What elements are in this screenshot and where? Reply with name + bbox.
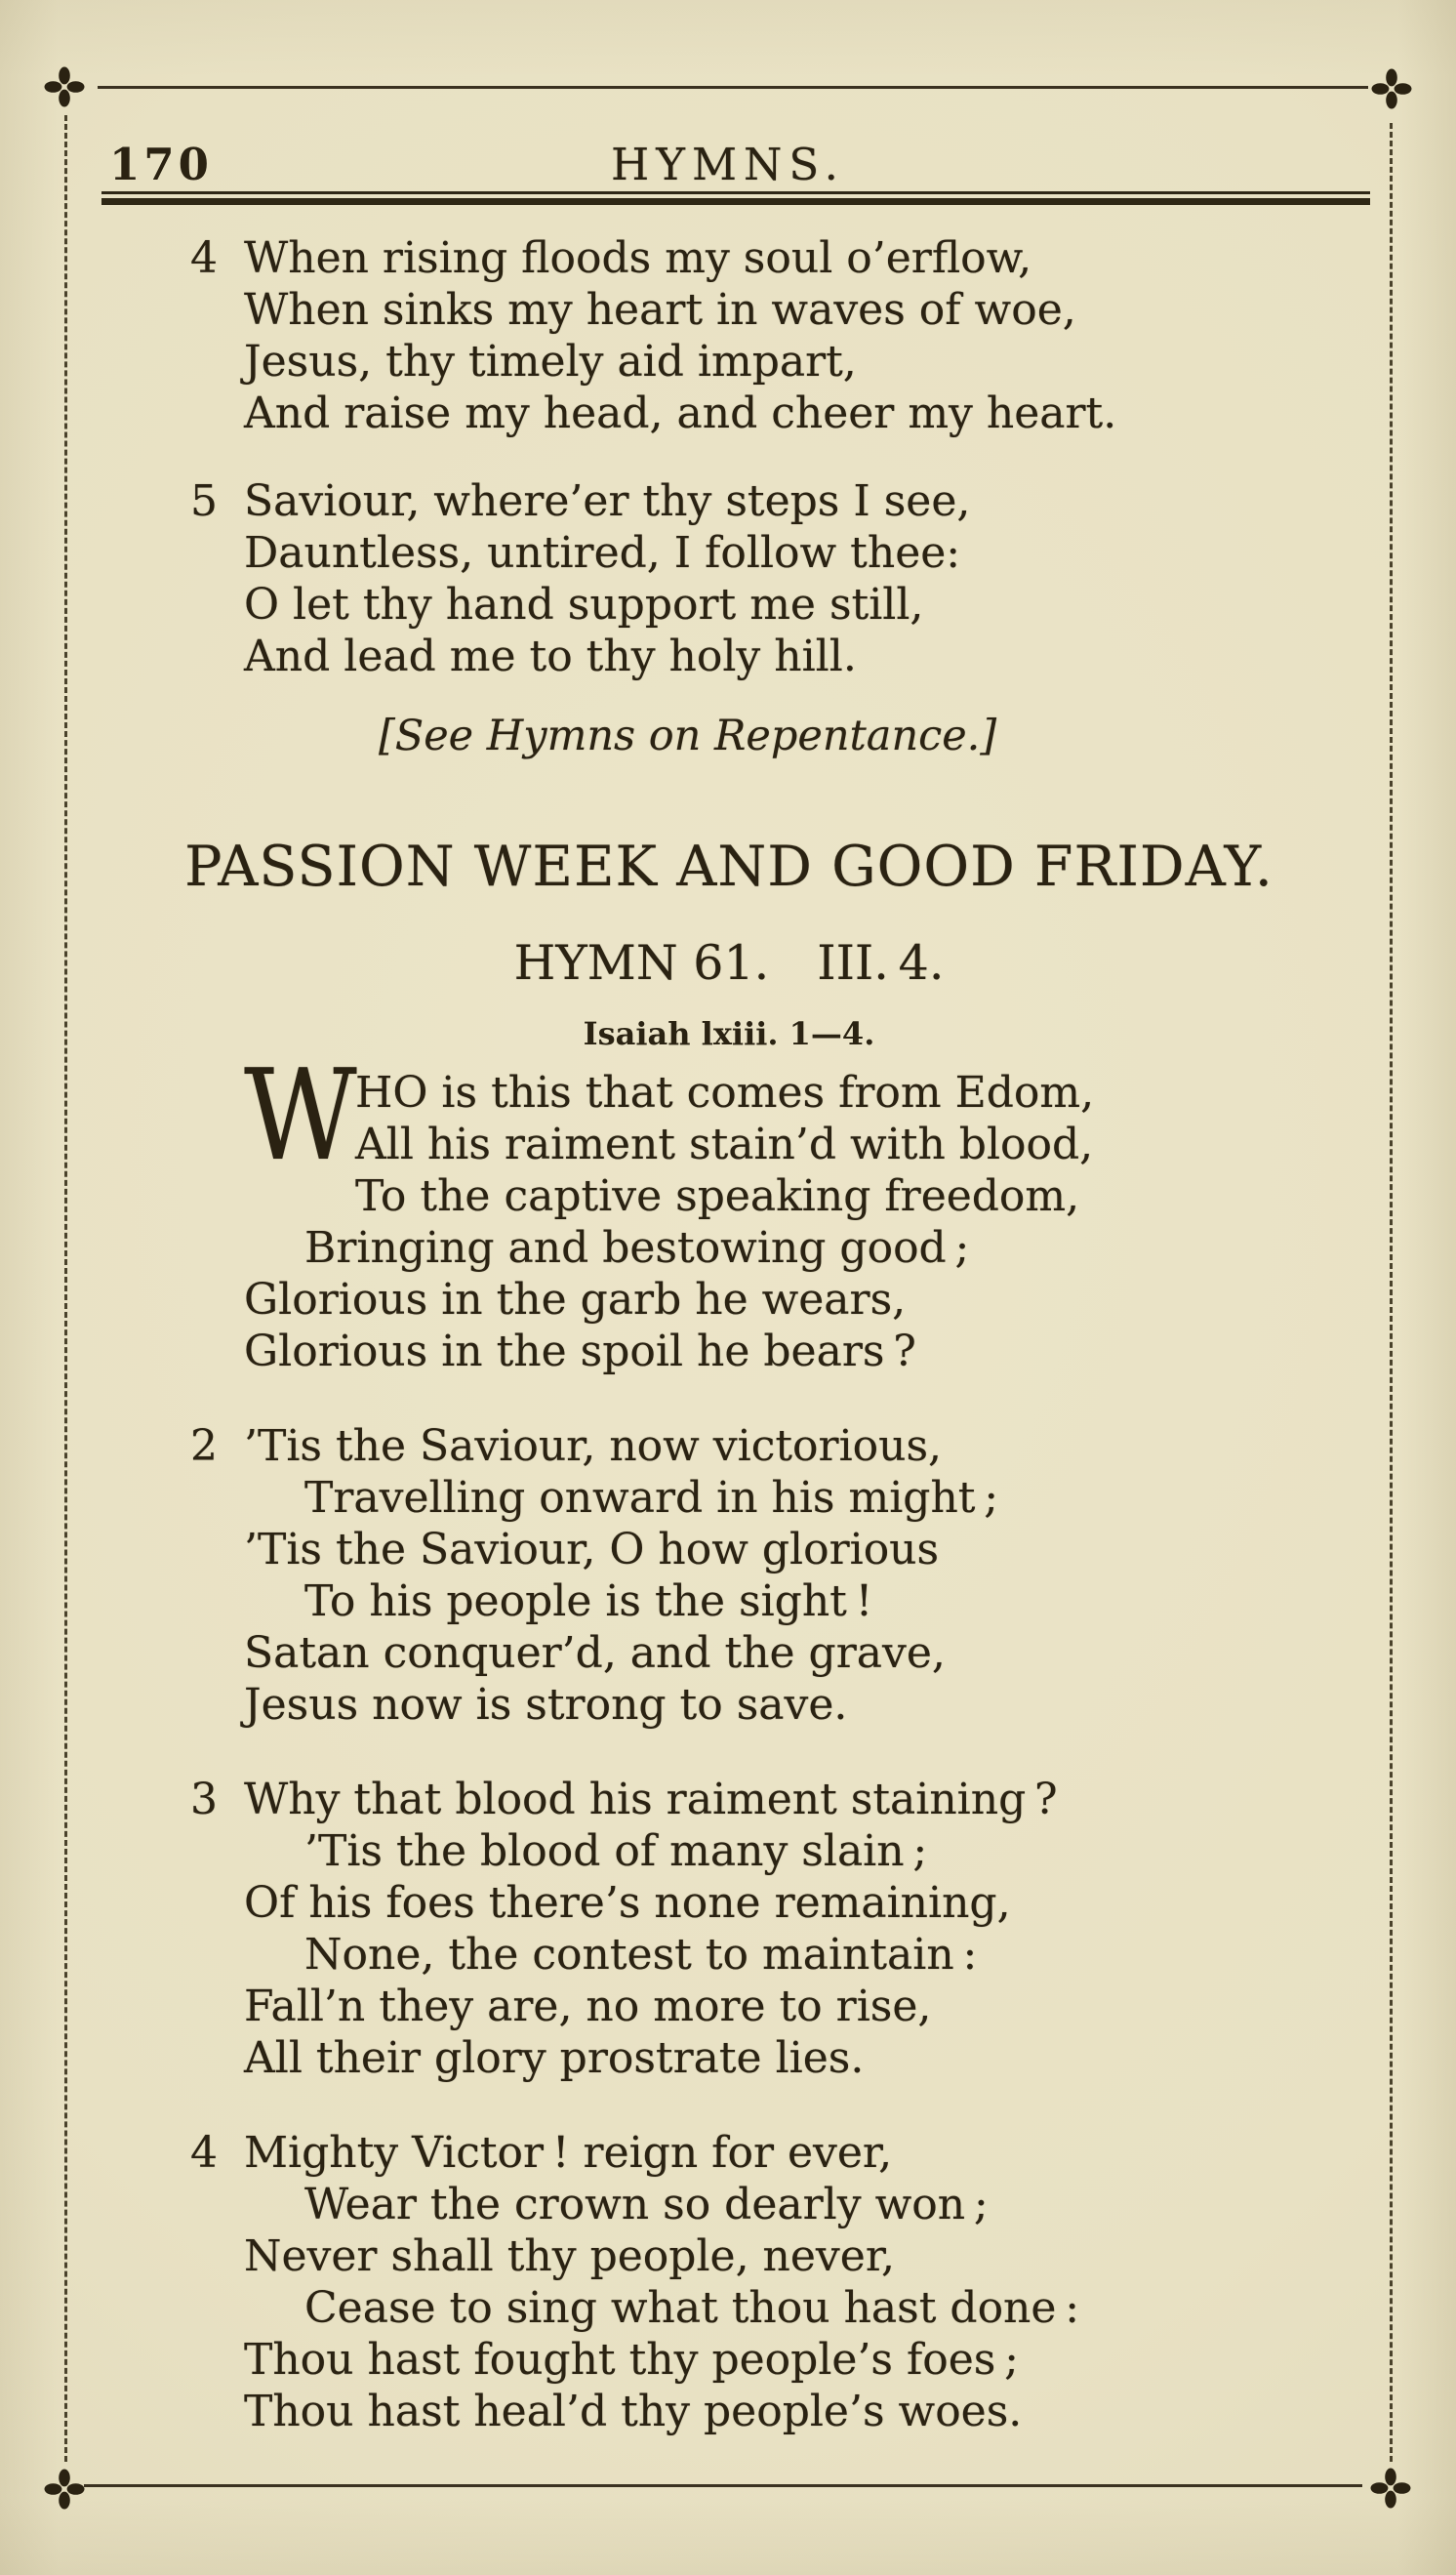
- verse-line: None, the contest to maintain :: [304, 1930, 978, 1980]
- scripture-reference: Isaiah lxiii. 1—4.: [583, 1015, 875, 1052]
- verse-number: 2: [190, 1421, 218, 1471]
- section-heading: PASSION WEEK AND GOOD FRIDAY.: [184, 835, 1274, 899]
- verse-line: Wear the crown so dearly won ;: [304, 2180, 989, 2229]
- verse-line: Jesus, thy timely aid impart,: [244, 337, 857, 387]
- verse-number: 3: [190, 1775, 218, 1824]
- page-body: [66, 232, 1392, 2437]
- verse-line: ’Tis the Saviour, now victorious,: [244, 1421, 943, 1471]
- verse-line: ’Tis the Saviour, O how glorious: [244, 1525, 940, 1574]
- verse-line: Dauntless, untired, I follow thee:: [244, 528, 961, 578]
- verse-line: To his people is the sight !: [304, 1576, 873, 1626]
- verse-line: Bringing and bestowing good ;: [304, 1223, 970, 1273]
- verse-line: To the captive speaking freedom,: [355, 1171, 1080, 1221]
- stanza: [190, 232, 1392, 439]
- crossref-note: [See Hymns on Repentance.]: [379, 712, 997, 760]
- verse-line: And raise my head, and cheer my heart.: [244, 388, 1117, 438]
- quatrefoil-ornament-bottom-left: [44, 2467, 85, 2512]
- verse-line: Fall’n they are, no more to rise,: [244, 1982, 932, 2031]
- hymn-number-heading: HYMN 61. III. 4.: [513, 935, 945, 991]
- verse-line: HO is this that comes from Edom,: [355, 1068, 1095, 1118]
- page-border-top-rule: [98, 86, 1368, 89]
- stanza: [190, 2127, 1392, 2437]
- verse-line: Mighty Victor ! reign for ever,: [244, 2128, 893, 2178]
- verse-line: When sinks my heart in waves of woe,: [244, 285, 1076, 335]
- page-border-bottom-rule: [84, 2484, 1362, 2487]
- verse-line: All their glory prostrate lies.: [244, 2033, 865, 2083]
- verse-line: Why that blood his raiment staining ?: [244, 1775, 1058, 1824]
- verse-number: 4: [190, 233, 218, 283]
- verse-line: Thou hast heal’d thy people’s woes.: [244, 2387, 1023, 2436]
- verse-line: Satan conquer’d, and the grave,: [244, 1628, 946, 1678]
- verse-line: When rising floods my soul o’erflow,: [244, 233, 1032, 283]
- quatrefoil-ornament-bottom-right: [1370, 2466, 1411, 2511]
- running-title: HYMNS.: [611, 139, 845, 190]
- stanza: [190, 1774, 1392, 2084]
- verse-line: And lead me to thy holy hill.: [244, 632, 857, 681]
- verse-line: Thou hast fought thy people’s foes ;: [244, 2335, 1019, 2385]
- verse-line: Never shall thy people, never,: [244, 2231, 896, 2281]
- verse-number: 4: [190, 2128, 218, 2178]
- verse-line: Saviour, where’er thy steps I see,: [244, 476, 971, 526]
- verse-line: Glorious in the garb he wears,: [244, 1275, 907, 1325]
- verse-line: O let thy hand support me still,: [244, 580, 924, 630]
- drop-cap: W: [244, 1043, 357, 1189]
- verse-line: Glorious in the spoil he bears ?: [244, 1327, 916, 1376]
- stanza: [190, 1420, 1392, 1731]
- verse-line: Jesus now is strong to save.: [244, 1680, 848, 1730]
- quatrefoil-ornament-top-left: [44, 64, 85, 109]
- running-head: [0, 139, 1456, 190]
- page-number: 170: [109, 139, 213, 190]
- quatrefoil-ornament-top-right: [1371, 66, 1412, 111]
- verse-line: Of his foes there’s none remaining,: [244, 1878, 1011, 1928]
- header-double-rule: [101, 191, 1370, 205]
- verse-line: Cease to sing what thou hast done :: [304, 2283, 1080, 2333]
- stanza: [244, 1043, 1392, 1377]
- verse-line: ’Tis the blood of many slain ;: [304, 1826, 928, 1876]
- verse-line: All his raiment stain’d with blood,: [355, 1120, 1094, 1169]
- verse-number: 5: [190, 476, 218, 526]
- stanza: [190, 475, 1392, 682]
- verse-line: Travelling onward in his might ;: [304, 1473, 999, 1523]
